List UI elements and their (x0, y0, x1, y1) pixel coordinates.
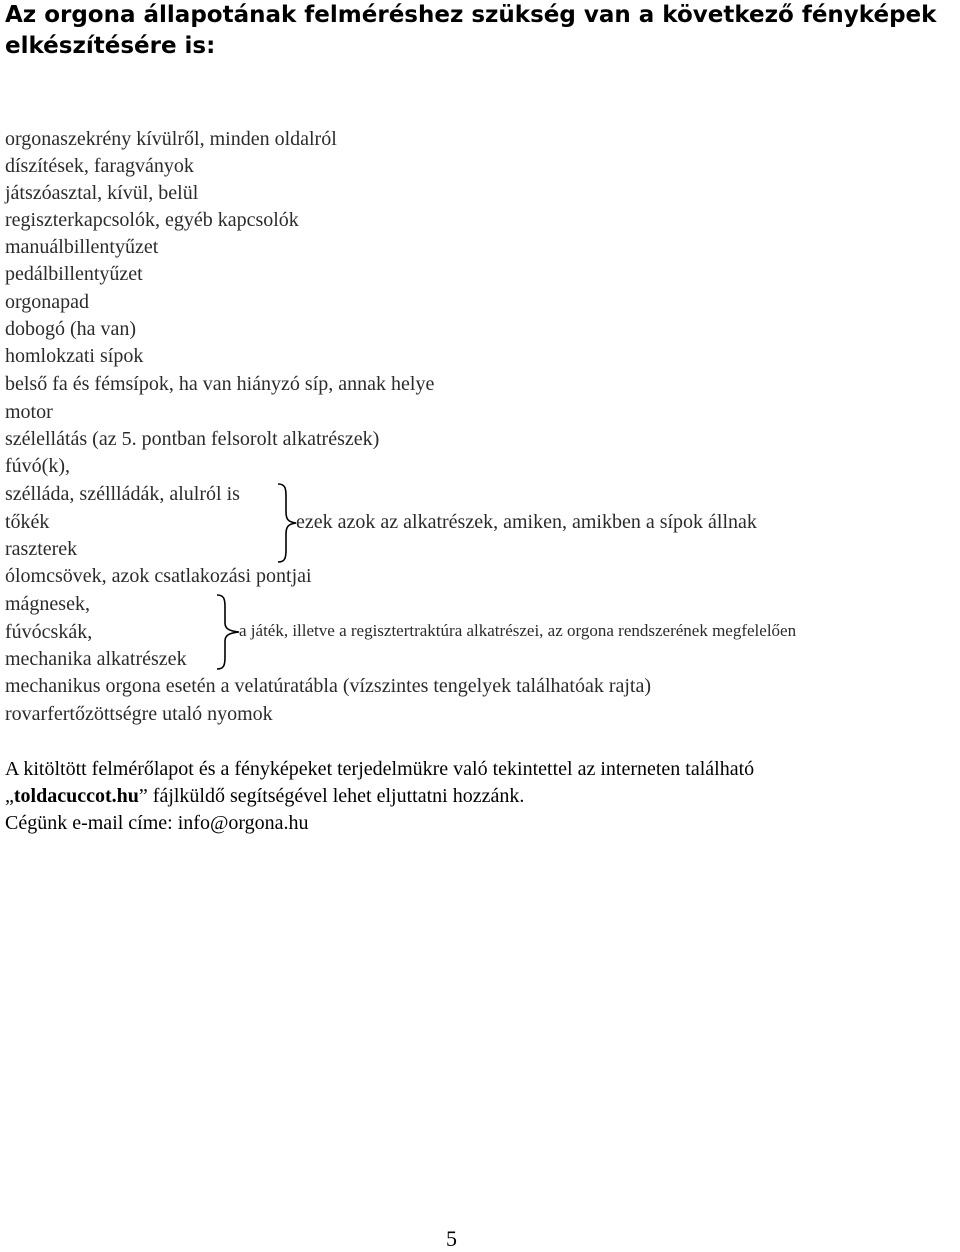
page-title-line-1: Az orgona állapotának felméréshez szükség van a következő fényképek (5, 2, 937, 28)
upload-site-link[interactable]: toldacuccot.hu (13, 785, 139, 807)
list-item: motor (5, 401, 53, 423)
list-item: játszóasztal, kívül, belül (5, 182, 199, 204)
quote-open: „ (5, 785, 14, 807)
list-item: rovarfertőzöttségre utaló nyomok (5, 703, 273, 725)
list-item: fúvócskák, (5, 621, 93, 643)
list-item: orgonaszekrény kívülről, minden oldalról (5, 128, 337, 150)
list-item: mágnesek, (5, 593, 90, 615)
group-note-action-parts: a játék, illetve a regisztertraktúra alkatrészei, az orgona rendszerének megfelelően (239, 621, 797, 640)
list-item: mechanika alkatrészek (5, 648, 187, 670)
list-item: mechanikus orgona esetén a velatúratábla (vízszintes tengelyek találhatóak rajta) (5, 675, 652, 697)
closing-line-2-text: fájlküldő segítségével lehet eljuttatni hozzánk. (147, 785, 525, 807)
list-item: pedálbillentyűzet (5, 263, 143, 285)
list-item: orgonapad (5, 291, 90, 313)
list-item: manuálbillentyűzet (5, 236, 159, 258)
list-item: szélellátás (az 5. pontban felsorolt alkatrészek) (5, 428, 380, 450)
list-item: díszítések, faragványok (5, 155, 194, 177)
list-item: dobogó (ha van) (5, 318, 137, 340)
list-item: regiszterkapcsolók, egyéb kapcsolók (5, 209, 299, 231)
list-item: tőkék (5, 511, 50, 533)
group-note-chest-parts: ezek azok az alkatrészek, amiken, amikben a sípok állnak (296, 511, 757, 533)
list-item: belső fa és fémsípok, ha van hiányzó síp, annak helye (5, 373, 435, 395)
list-item: ólomcsövek, azok csatlakozási pontjai (5, 565, 312, 587)
page-title-line-2: elkészítésére is: (5, 33, 216, 59)
list-item: fúvó(k), (5, 455, 70, 477)
closing-line-3 (5, 810, 309, 837)
page-number: 5 (446, 1226, 457, 1251)
email-address[interactable]: info@orgona.hu (177, 812, 309, 834)
list-item: homlokzati sípok (5, 345, 144, 367)
quote-close: ” (138, 785, 148, 807)
list-item: raszterek (5, 538, 78, 560)
closing-line-1: A kitöltött felmérőlapot és a fényképeket terjedelmükre való tekintettel az interneten található (5, 758, 755, 780)
page-title (5, 0, 945, 62)
email-label: Cégünk e-mail címe: (5, 812, 178, 834)
list-item: szélláda, széllládák, alulról is (5, 483, 240, 505)
closing-line-2 (5, 783, 524, 810)
